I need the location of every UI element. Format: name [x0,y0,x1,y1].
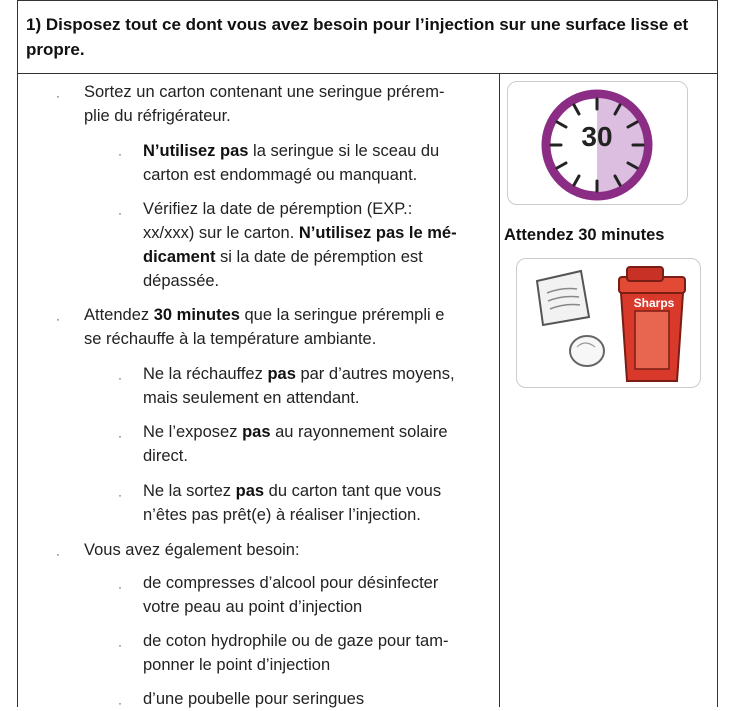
timer-number: 30 [581,121,613,152]
cotton-ball-icon [570,336,604,366]
wait-caption: Attendez 30 minutes [504,226,665,244]
s3-sub1-line-1: de compresses d’alcool pour désinfecter [143,574,439,592]
s1-sub1-line-1: N’utilisez pas la seringue si le sceau du [143,142,440,160]
s2-sub2-line-2: direct. [143,447,188,465]
s1-sub2-line-4: dépassée. [143,272,220,290]
s1-line-2: plie du réfrigérateur. [84,107,231,125]
bullet: · [118,429,122,443]
s1-line-1: Sortez un carton contenant une seringue prérem- [84,83,445,101]
bullet: · [56,547,60,561]
s2-line-2: se réchauffe à la température ambiante. [84,330,377,348]
s1-sub2-line-3: dicament si la date de péremption est [143,248,423,266]
s1-sub1-line-2: carton est endommagé ou manquant. [143,166,418,184]
sharps-container-icon [619,267,685,381]
s1-sub2-line-1: Vérifiez la date de péremption (EXP.: [143,200,413,218]
s3-sub1-line-2: votre peau au point d’injection [143,598,363,616]
s3-sub2-line-1: de coton hydrophile ou de gaze pour tam- [143,632,449,650]
s2-sub1-line-2: mais seulement en attendant. [143,389,360,407]
s2-sub2-line-1: Ne l’exposez pas au rayonnement solaire [143,423,448,441]
s2-sub3-line-1: Ne la sortez pas du carton tant que vous [143,482,442,500]
s3-line-1: Vous avez également besoin: [84,541,300,559]
timer-image-frame [507,81,688,205]
bullet: · [118,206,122,220]
supplies-image-frame [516,258,701,388]
s2-sub3-line-2: n’êtes pas prêt(e) à réaliser l’injection. [143,506,421,524]
bullet: · [118,147,122,161]
s2-line-1: Attendez 30 minutes que la seringue prérempli e [84,306,445,324]
supplies-illustration [517,259,702,389]
s3-sub2-line-2: ponner le point d’injection [143,656,331,674]
bullet: · [118,488,122,502]
bullet: · [118,696,122,710]
bullet: · [118,580,122,594]
step-header [18,0,717,74]
bullet: · [118,371,122,385]
sharps-label: Sharps [633,296,675,310]
bullet: · [118,638,122,652]
alcohol-swab-icon [537,271,589,325]
s1-sub2-line-2: xx/xxx) sur le carton. N’utilisez pas le mé- [143,224,457,242]
bullet: · [56,89,60,103]
s2-sub1-line-1: Ne la réchauffez pas par d’autres moyens, [143,365,455,383]
column-divider [499,74,500,707]
timer-clock-icon [508,82,689,206]
s3-sub3-line-1: d’une poubelle pour seringues [143,690,365,708]
step-title: 1) Disposez tout ce dont vous avez besoin pour l’injection sur une surface lisse et propre. [26,15,689,59]
bullet: · [56,312,60,326]
